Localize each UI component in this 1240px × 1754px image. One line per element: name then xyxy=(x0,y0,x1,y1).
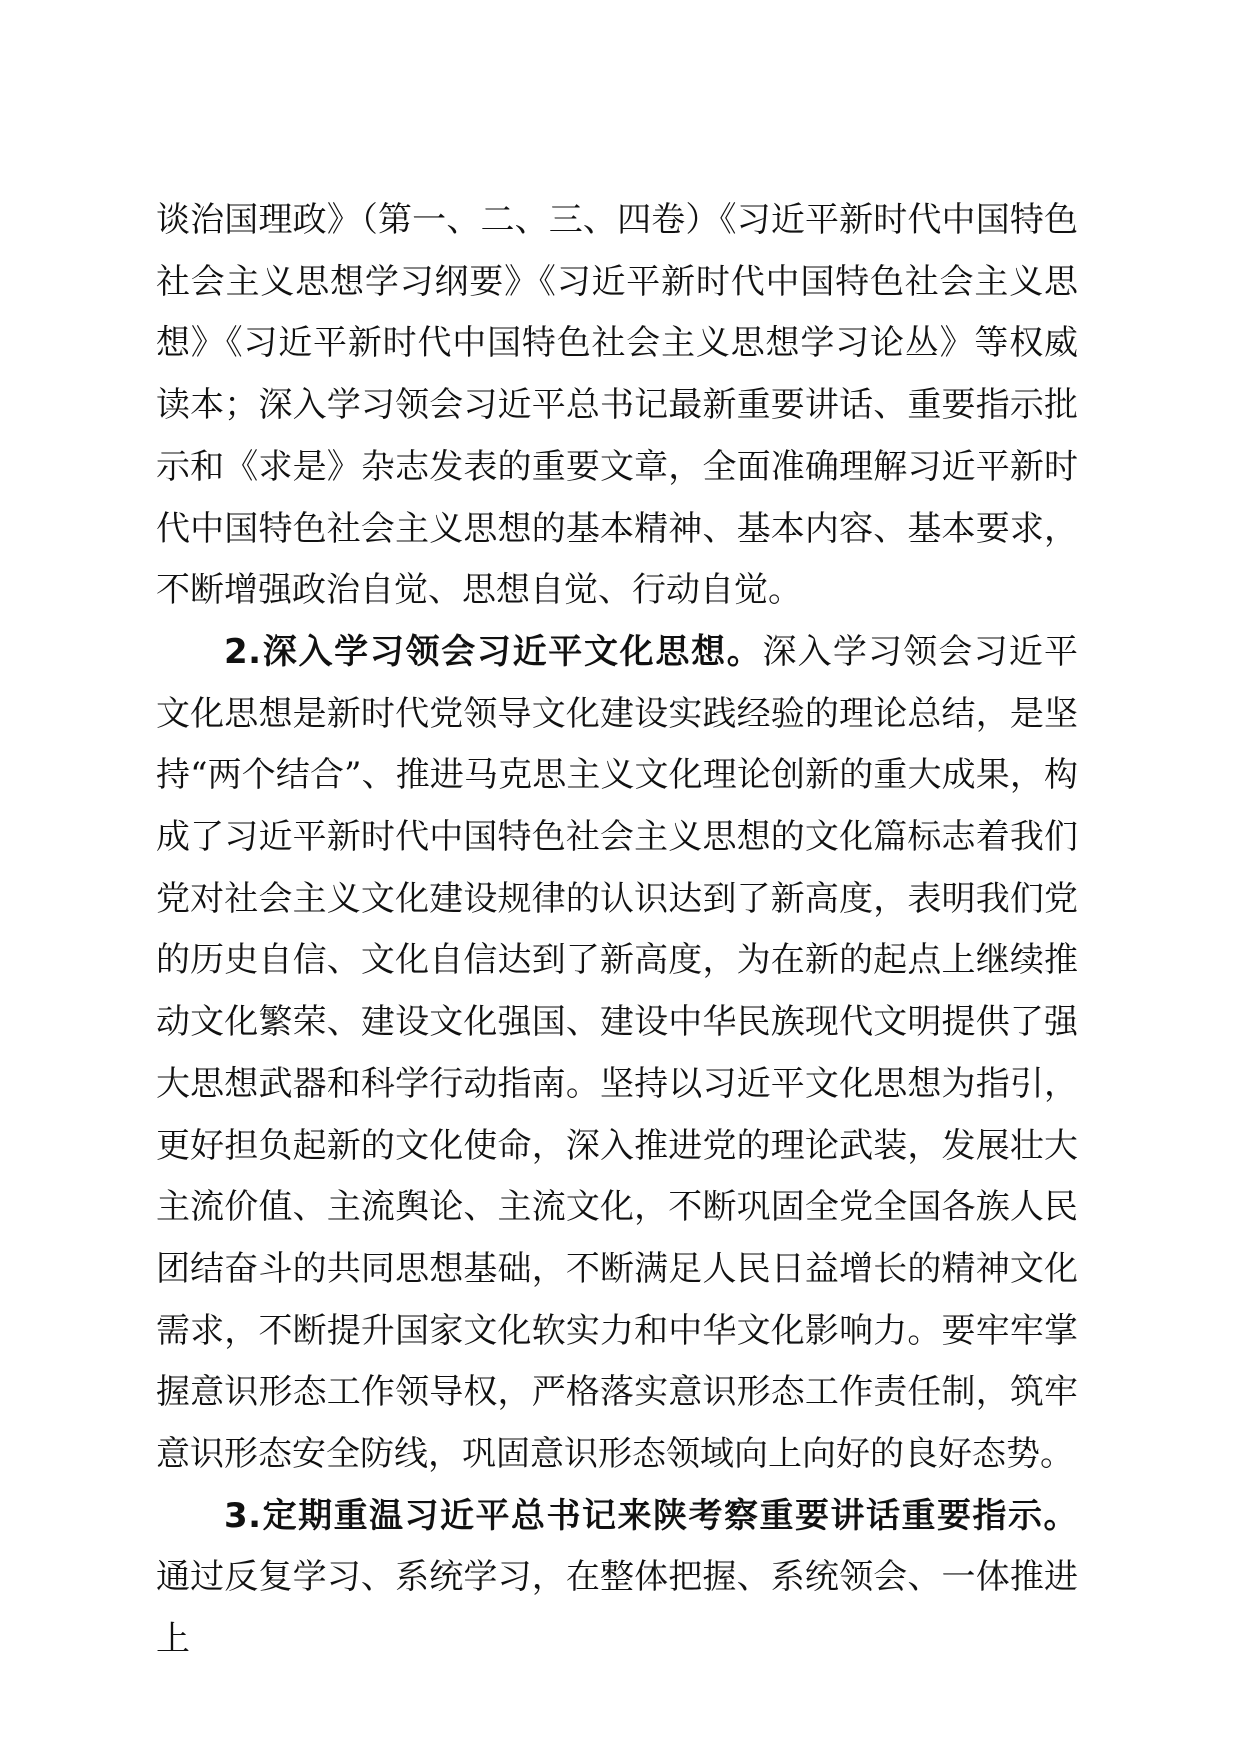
paragraph-text: 谈治国理政》（第一、二、三、四卷）《习近平新时代中国特色社会主义思想学习纲要》《习近平新时代中国特色社会主义思想》《习近平新时代中国特色社会主义思想学习论丛》等权威读本；深入学习领会习近平总书记最新重要讲话、重要指示批示和《求是》杂志发表的重要文章，全面准确理解习近平新时代中国特色社会主义思想的基本精神、基本内容、基本要求，不断增强政治自觉、思想自觉、行动自觉。 xyxy=(156,200,1078,611)
section-heading: 3.定期重温习近平总书记来陕考察重要讲话重要指示。 xyxy=(224,1495,1078,1536)
paragraph-continuation xyxy=(156,190,1078,622)
document-body xyxy=(156,190,1078,1671)
paragraph-section-2 xyxy=(156,622,1078,1486)
paragraph-text: 深入学习领会习近平文化思想是新时代党领导文化建设实践经验的理论总结，是坚持“两个结合”、推进马克思主义文化理论创新的重大成果，构成了习近平新时代中国特色社会主义思想的文化篇标志着我们党对社会主义文化建设规律的认识达到了新高度，表明我们党的历史自信、文化自信达到了新高度，为在新的起点上继续推动文化繁荣、建设文化强国、建设中华民族现代文明提供了强大思想武器和科学行动指南。坚持以习近平文化思想为指引，更好担负起新的文化使命，深入推进党的理论武装，发展壮大主流价值、主流舆论、主流文化，不断巩固全党全国各族人民团结奋斗的共同思想基础，不断满足人民日益增长的精神文化需求，不断提升国家文化软实力和中华文化影响力。要牢牢掌握意识形态工作领导权，严格落实意识形态工作责任制，筑牢意识形态安全防线，巩固意识形态领域向上向好的良好态势。 xyxy=(156,631,1079,1475)
paragraph-section-3 xyxy=(156,1486,1078,1671)
section-heading: 2.深入学习领会习近平文化思想。 xyxy=(224,631,763,672)
paragraph-text: 通过反复学习、系统学习，在整体把握、系统领会、一体推进上 xyxy=(156,1557,1078,1660)
